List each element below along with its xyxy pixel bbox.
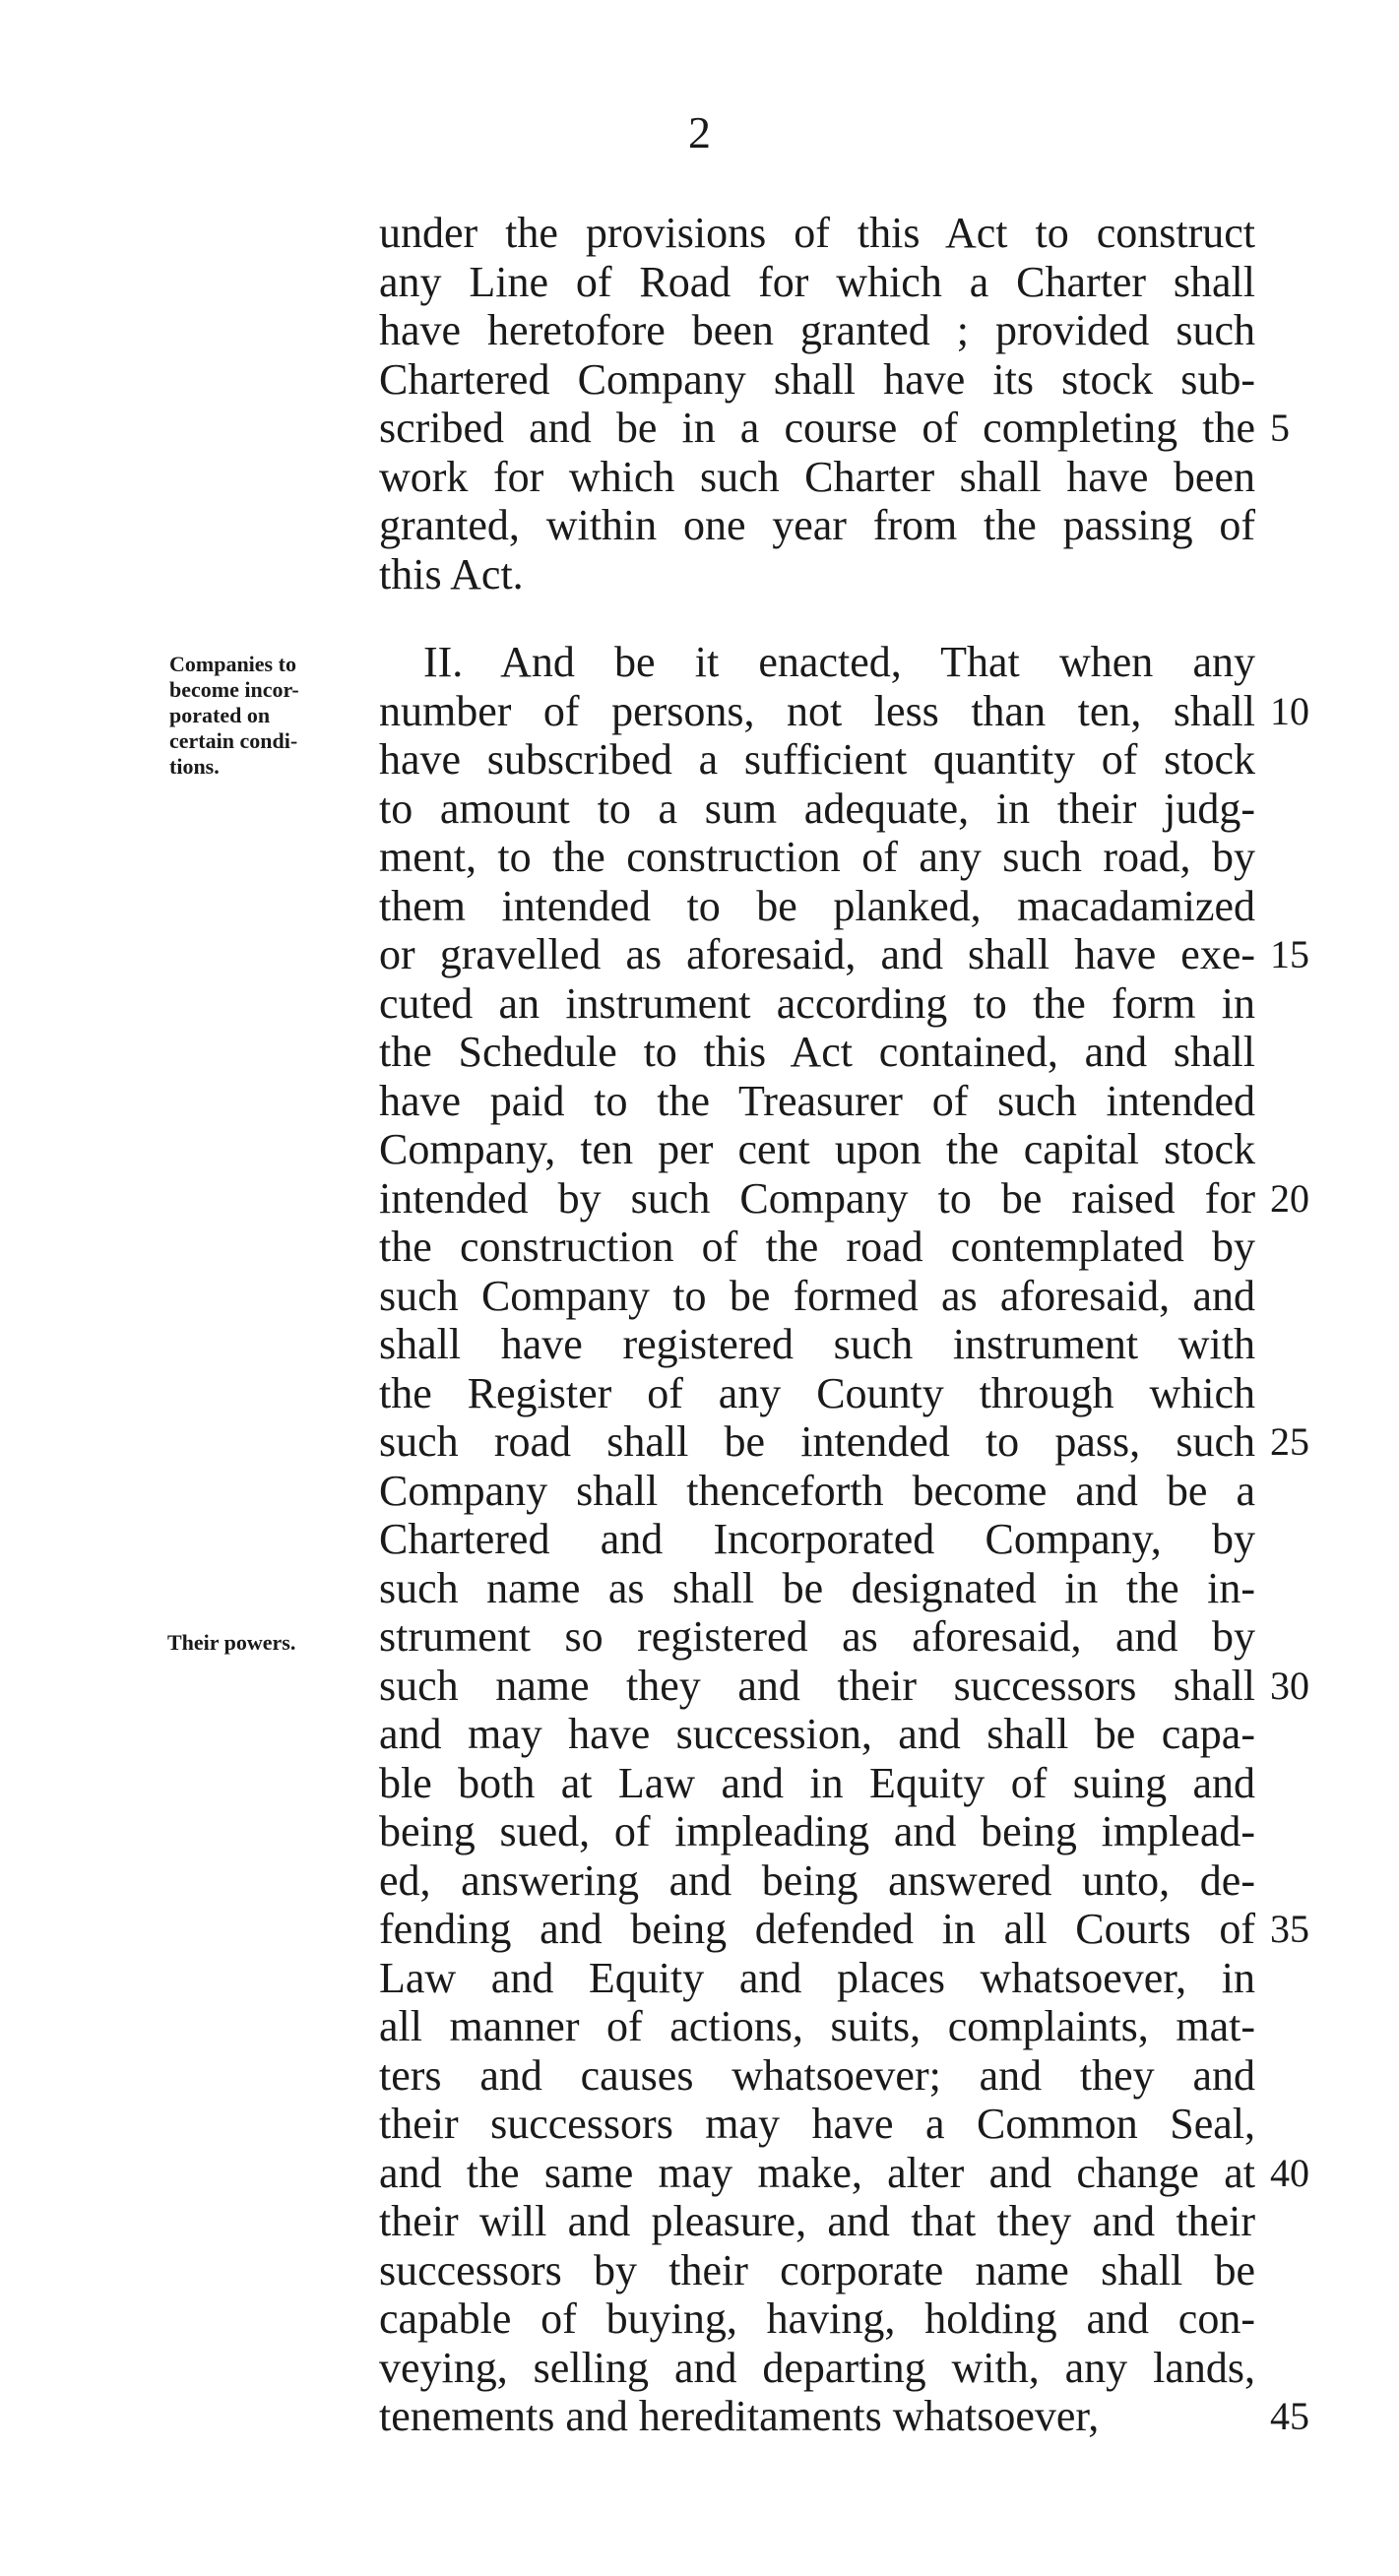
text-line: such name they and their successors shall — [379, 1661, 1255, 1710]
text-line: or gravelled as aforesaid, and shall have exe- — [379, 930, 1255, 978]
text-line: number of persons, not less than ten, shall — [379, 686, 1255, 735]
marginal-note-their-powers: Their powers. — [167, 1630, 296, 1655]
line-number: 30 — [1270, 1663, 1309, 1708]
text-line: work for which such Charter shall have been — [379, 452, 1255, 501]
text-line: granted, within one year from the passing of — [379, 501, 1255, 549]
text-line: scribed and be in a course of completing the — [379, 404, 1255, 452]
text-line: the construction of the road contemplated by — [379, 1223, 1255, 1271]
text-line: ed, answering and being answered unto, de- — [379, 1855, 1255, 1905]
line-number: 15 — [1270, 932, 1309, 976]
text-line: any Line of Road for which a Charter shall — [379, 257, 1255, 306]
text-line: Chartered Company shall have its stock sub- — [379, 354, 1255, 404]
text-line: Law and Equity and places whatsoever, in — [379, 1953, 1255, 2002]
text-line: veying, selling and departing with, any lands, — [379, 2343, 1255, 2392]
text-line: cuted an instrument according to the form in — [379, 978, 1255, 1028]
text-line: ment, to the construction of any such road, by — [379, 833, 1255, 881]
text-line: the Schedule to this Act contained, and shall — [379, 1028, 1255, 1076]
line-number: 20 — [1270, 1175, 1309, 1221]
marginal-note-line: certain condi- — [169, 728, 298, 753]
text-line: such Company to be formed as aforesaid, and — [379, 1271, 1255, 1320]
text-line: Company shall thenceforth become and be a — [379, 1466, 1255, 1515]
line-number: 5 — [1270, 406, 1290, 450]
text-line: ters and causes whatsoever; and they and — [379, 2050, 1255, 2100]
text-line: have paid to the Treasurer of such intended — [379, 1076, 1255, 1125]
text-line: Company, ten per cent upon the capital stock — [379, 1125, 1255, 1173]
text-line: strument so registered as aforesaid, and by — [379, 1612, 1255, 1661]
text-line: such name as shall be designated in the in- — [379, 1563, 1255, 1612]
page-number: 2 — [688, 107, 711, 157]
marginal-note-companies-incorporated — [169, 652, 299, 780]
marginal-note-line: Companies to — [169, 652, 296, 676]
text-line: this Act. — [379, 549, 524, 598]
line-number: 40 — [1270, 2150, 1309, 2195]
text-line: their successors may have a Common Seal, — [379, 2100, 1255, 2148]
line-number: 35 — [1270, 1907, 1309, 1951]
text-line: intended by such Company to be raised for — [379, 1173, 1255, 1223]
text-line: such road shall be intended to pass, such — [379, 1417, 1255, 1466]
text-line: their will and pleasure, and that they and their — [379, 2197, 1255, 2245]
text-line: them intended to be planked, macadamized — [379, 881, 1255, 930]
text-line: Chartered and Incorporated Company, by — [379, 1515, 1255, 1563]
text-line: fending and being defended in all Courts of — [379, 1905, 1255, 1953]
text-line: to amount to a sum adequate, in their judg- — [379, 784, 1255, 833]
text-line: shall have registered such instrument with — [379, 1320, 1255, 1368]
marginal-note-line: become incor- — [169, 677, 299, 702]
line-number: 25 — [1270, 1419, 1309, 1464]
text-line: all manner of actions, suits, complaints, mat- — [379, 2002, 1255, 2050]
text-line: successors by their corporate name shall be — [379, 2245, 1255, 2294]
line-number: 45 — [1270, 2394, 1309, 2438]
text-line: and the same may make, alter and change at — [379, 2148, 1255, 2197]
text-line: II. And be it enacted, That when any — [423, 638, 1255, 686]
line-number: 10 — [1270, 688, 1309, 733]
text-line: and may have succession, and shall be capa- — [379, 1710, 1255, 1758]
marginal-note-line: porated on — [169, 703, 271, 727]
text-line: have heretofore been granted ; provided such — [379, 306, 1255, 354]
text-line: being sued, of impleading and being implead- — [379, 1807, 1255, 1855]
text-line: the Register of any County through which — [379, 1368, 1255, 1417]
text-line: under the provisions of this Act to construct — [379, 209, 1255, 257]
marginal-note-line: tions. — [169, 754, 220, 779]
text-line: tenements and hereditaments whatsoever, — [379, 2392, 1100, 2440]
text-line: have subscribed a sufficient quantity of stock — [379, 735, 1255, 784]
text-line: capable of buying, having, holding and con- — [379, 2294, 1255, 2343]
text-line: ble both at Law and in Equity of suing and — [379, 1758, 1255, 1807]
